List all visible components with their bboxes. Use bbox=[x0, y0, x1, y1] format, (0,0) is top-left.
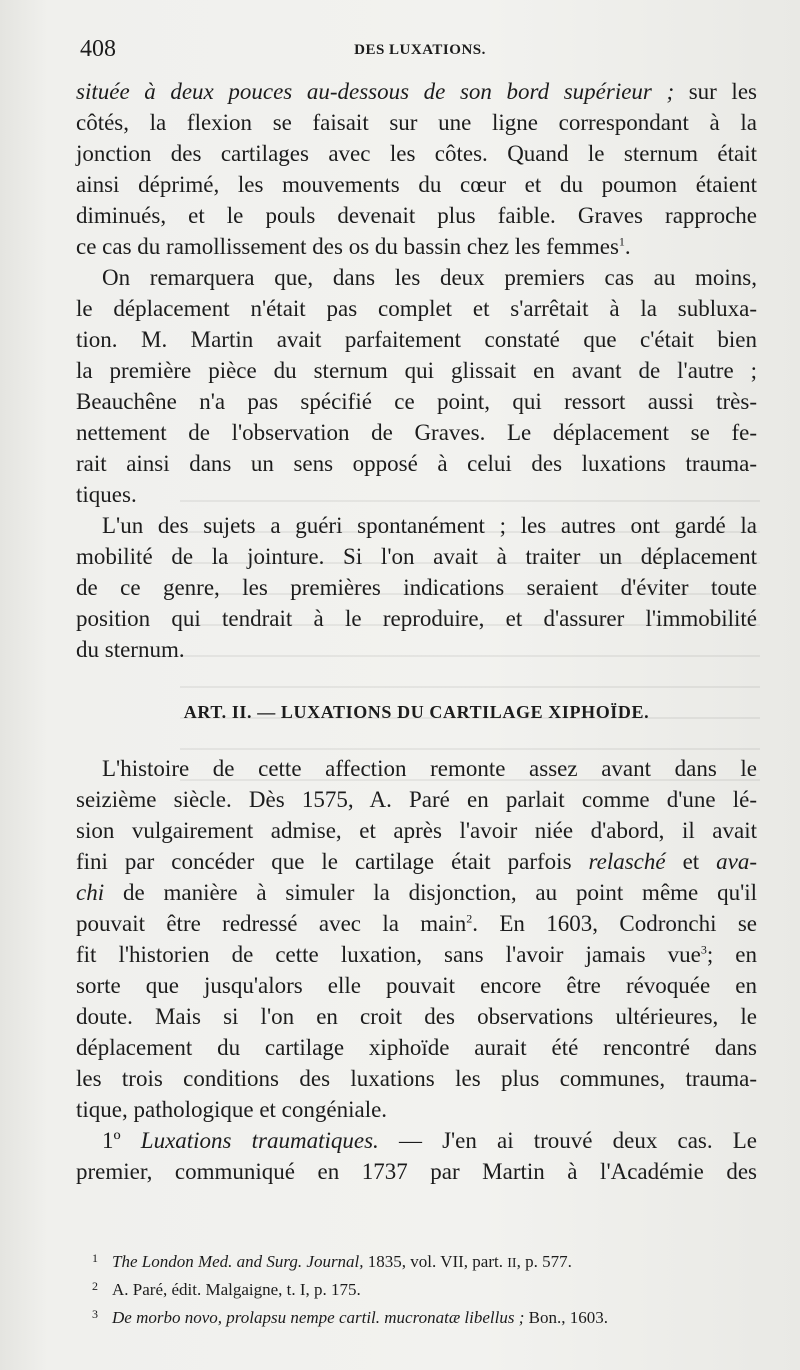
text-line: tiques. bbox=[76, 482, 137, 507]
footnote: 2 A. Paré, édit. Malgaigne, t. I, p. 175. bbox=[92, 1279, 361, 1299]
text-line: sion vulgairement admise, et après l'avoir niée d'abord, il avait bbox=[76, 818, 757, 843]
text-line: ainsi déprimé, les mouvements du cœur et du poumon étaient bbox=[76, 172, 757, 197]
page-number: 408 bbox=[80, 36, 116, 62]
text-line: 1º Luxations traumatiques. — J'en ai trouvé deux cas. Le bbox=[102, 1128, 758, 1153]
body-text bbox=[76, 76, 757, 1187]
text-line: L'histoire de cette affection remonte assez avant dans le bbox=[102, 756, 757, 781]
text-line: Beauchêne n'a pas spécifié ce point, qui ressort aussi très- bbox=[76, 389, 757, 414]
text-line: sorte que jusqu'alors elle pouvait encore être révoquée en bbox=[76, 973, 757, 998]
text-line: côtés, la flexion se faisait sur une ligne correspondant à la bbox=[76, 110, 757, 135]
text-line: les trois conditions des luxations les plus communes, trauma- bbox=[76, 1066, 757, 1091]
italic-phrase: située à deux pouces au-dessous de son bord supérieur ; bbox=[76, 79, 675, 104]
footnote: 1 The London Med. and Surg. Journal, 1835, vol. VII, part. II, p. 577. bbox=[92, 1251, 572, 1271]
text-line: seizième siècle. Dès 1575, A. Paré en parlait comme d'une lé- bbox=[76, 787, 757, 812]
text-line: jonction des cartilages avec les côtes. Quand le sternum était bbox=[76, 141, 757, 166]
text-line: diminués, et le pouls devenait plus faible. Graves rapproche bbox=[76, 203, 757, 228]
footnote-ref: 2 bbox=[466, 911, 473, 926]
text-line: le déplacement n'était pas complet et s'arrêtait à la subluxa- bbox=[76, 296, 757, 321]
page-header bbox=[80, 36, 760, 72]
text-line: On remarquera que, dans les deux premiers cas au moins, bbox=[102, 265, 757, 290]
text-line: fini par concéder que le cartilage était parfois relasché et ava- bbox=[76, 849, 758, 874]
text-line: position qui tendrait à le reproduire, et d'assurer l'immobilité bbox=[76, 606, 757, 631]
text-line: fit l'historien de cette luxation, sans l'avoir jamais vue$^3$; en bbox=[76, 942, 757, 967]
text-line: du sternum. bbox=[76, 637, 185, 662]
text-line: de ce genre, les premières indications seraient d'éviter toute bbox=[76, 575, 757, 600]
footnote-ref: 3 bbox=[700, 942, 707, 957]
text-line: doute. Mais si l'on en croit des observations ultérieures, le bbox=[76, 1004, 757, 1029]
text-line: ce cas du ramollissement des os du bassin chez les femmes$^1$. bbox=[76, 234, 631, 259]
text-line: tique, pathologique et congéniale. bbox=[76, 1097, 388, 1122]
text-line: rait ainsi dans un sens opposé à celui des luxations trauma- bbox=[76, 451, 757, 476]
text-line: premier, communiqué en 1737 par Martin à l'Académie des bbox=[76, 1159, 757, 1184]
footnotes bbox=[92, 1248, 756, 1332]
footnote-ref: 1 bbox=[618, 234, 625, 249]
running-title: DES LUXATIONS. bbox=[354, 42, 486, 58]
text-line: chi de manière à simuler la disjonction, au point même qu'il bbox=[76, 880, 757, 905]
text-line: L'un des sujets a guéri spontanément ; les autres ont gardé la bbox=[102, 513, 757, 538]
text-line: tion. M. Martin avait parfaitement constaté que c'était bien bbox=[76, 327, 757, 352]
section-heading: ART. II. — LUXATIONS DU CARTILAGE XIPHOÏDE. bbox=[183, 702, 650, 722]
text-line: nettement de l'observation de Graves. Le déplacement se fe- bbox=[76, 420, 757, 445]
text-line: pouvait être redressé avec la main$^2$. En 1603, Codronchi se bbox=[76, 911, 757, 936]
text-line: mobilité de la jointure. Si l'on avait à traiter un déplacement bbox=[76, 544, 757, 569]
text-line: située à deux pouces au-dessous de son bord supérieur ; sur les bbox=[76, 79, 757, 104]
text-line: la première pièce du sternum qui glissait en avant de l'autre ; bbox=[76, 358, 757, 383]
footnote: 3 De morbo novo, prolapsu nempe cartil. mucronatæ libellus ; Bon., 1603. bbox=[92, 1307, 608, 1327]
text-line: déplacement du cartilage xiphoïde aurait été rencontré dans bbox=[76, 1035, 757, 1060]
